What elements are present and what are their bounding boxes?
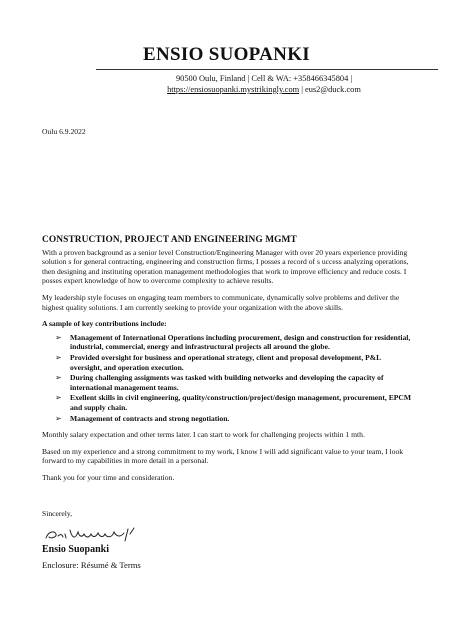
list-item-text: Management of International Operations including procurement, design and construction for residential, industrial, commercial, energy and infrastructural projects all around the globe. (70, 332, 411, 352)
closing-salutation: Sincerely, (42, 509, 73, 518)
list-item (42, 373, 414, 392)
applicant-name-heading: ENSIO SUOPANKI (143, 44, 310, 65)
contact-info (104, 73, 424, 95)
signature-name: Ensio Suopanki (42, 544, 109, 555)
list-item (42, 414, 414, 424)
list-item-text: Exellent skills in civil engineering, quality/construction/project/design management, procurement, EPCM and supply chain. (70, 393, 412, 412)
arrow-bullet-icon: ➢ (55, 352, 62, 362)
list-item-text: During challenging assigments was tasked with building networks and developing the capacity of international management teams. (70, 373, 384, 392)
list-item (42, 353, 414, 372)
letter-date: Oulu 6.9.2022 (42, 127, 86, 136)
contact-line-1: 90500 Oulu, Finland | Cell & WA: +358466345804 | (175, 74, 353, 83)
paragraph-leadership: My leadership style focuses on engaging team members to communicate, dynamically solve problems and deliver the highest quality solutions. I am currently seeking to provide your organization with the above skills. (42, 292, 400, 312)
paragraph-value: Based on my experience and a strong commitment to my work, I know I will add significant value to your team, I look forward to my capabilities in more detail in a personal. (42, 446, 404, 466)
website-link[interactable]: https://ensiosuopanki.mystrikingly.com (167, 85, 300, 94)
list-item-text: Provided oversight for business and operational strategy, client and proposal development, P&L oversight, and operation execution. (70, 352, 381, 372)
letter-heading: CONSTRUCTION, PROJECT AND ENGINEERING MGMT (42, 235, 297, 245)
list-item (42, 393, 414, 412)
list-item (42, 333, 414, 352)
arrow-bullet-icon: ➢ (55, 393, 62, 403)
arrow-bullet-icon: ➢ (55, 413, 62, 423)
list-item-text: Management of contracts and strong negotiation. (70, 413, 230, 423)
contributions-list (42, 333, 414, 423)
enclosure-line: Enclosure: Résumé & Terms (42, 560, 141, 570)
paragraph-background: With a proven background as a senior level Construction/Engineering Manager with over 20 years experience providing solution s for general contracting, engineering and construction firms, I posses a record of s uccess analyzing operations, then designing and instituting operation management methodologies that work to improve efficiency and reduce costs. I posses expert knowledge of how to overcome complexity to achieve results. (42, 247, 409, 286)
letter-body (42, 236, 414, 489)
handwritten-signature (42, 520, 162, 546)
contact-line-2 (104, 84, 424, 95)
email-text: | eus2@duck.com (299, 85, 361, 94)
header-divider (96, 69, 438, 70)
paragraph-thanks: Thank you for your time and consideration. (42, 472, 175, 482)
arrow-bullet-icon: ➢ (55, 332, 62, 342)
paragraph-salary: Monthly salary expectation and other terms later. I can start to work for challenging projects within 1 mth. (42, 430, 365, 440)
arrow-bullet-icon: ➢ (55, 373, 62, 383)
contributions-title: A sample of key contributions include: (42, 319, 167, 329)
